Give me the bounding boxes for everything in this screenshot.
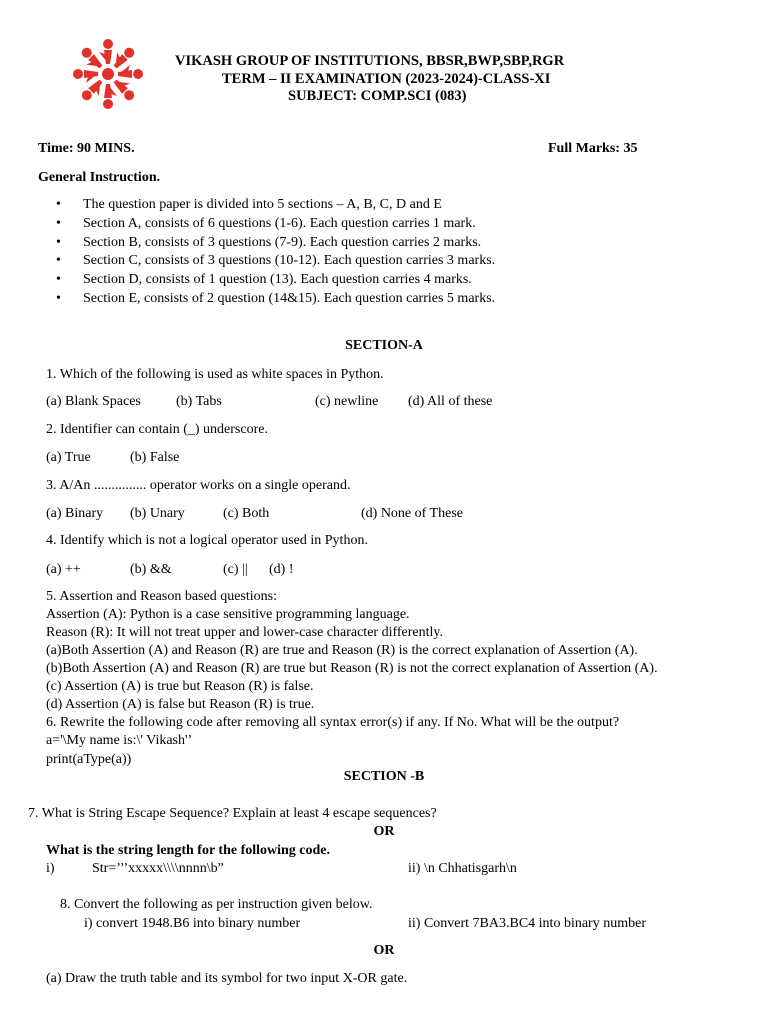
q7-or: OR — [373, 824, 395, 839]
q8-part-i: i) convert 1948.B6 into binary number — [84, 916, 301, 931]
q7-alternative: What is the string length for the following code. — [46, 843, 331, 858]
q3-option-c: (c) Both — [223, 506, 270, 521]
q5-option-c: (c) Assertion (A) is true but Reason (R) is false. — [46, 679, 314, 694]
q1-option-d: (d) All of these — [408, 394, 493, 409]
question-6: 6. Rewrite the following code after removing all syntax error(s) if any. If No. What will be the output? — [46, 715, 620, 730]
q4-option-b: (b) && — [130, 562, 172, 577]
question-8: 8. Convert the following as per instruction given below. — [60, 897, 373, 912]
section-b-title: SECTION -B — [343, 769, 425, 784]
q4-option-d: (d) ! — [269, 562, 294, 577]
question-1: 1. Which of the following is used as white spaces in Python. — [46, 367, 384, 382]
q8-alternative: (a) Draw the truth table and its symbol for two input X-OR gate. — [46, 971, 408, 986]
q7-part-i-label: i) — [46, 861, 55, 876]
full-marks-label: Full Marks: 35 — [548, 141, 638, 156]
question-2: 2. Identifier can contain (_) underscore. — [46, 422, 268, 437]
q5-option-b: (b)Both Assertion (A) and Reason (R) are true but Reason (R) is not the correct explanation of Assertion (A). — [46, 661, 658, 676]
time-label: Time: 90 MINS. — [38, 141, 135, 156]
q3-option-a: (a) Binary — [46, 506, 104, 521]
q3-option-b: (b) Unary — [130, 506, 185, 521]
instruction-item: • The question paper is divided into 5 sections – A, B, C, D and E — [36, 196, 495, 215]
q8-part-ii: ii) Convert 7BA3.BC4 into binary number — [408, 916, 646, 931]
q5-assertion: Assertion (A): Python is a case sensitive programming language. — [46, 607, 410, 622]
q4-option-c: (c) || — [223, 562, 248, 577]
q6-code-line-1: a='\My name is:\' Vikash'’ — [46, 733, 193, 748]
instruction-item: • Section D, consists of 1 question (13). Each question carries 4 marks. — [36, 271, 495, 290]
q5-option-a: (a)Both Assertion (A) and Reason (R) are true and Reason (R) is the correct explanation of Assertion (A). — [46, 643, 638, 658]
q5-option-d: (d) Assertion (A) is false but Reason (R) is true. — [46, 697, 315, 712]
institution-logo — [70, 36, 146, 112]
question-7: 7. What is String Escape Sequence? Explain at least 4 escape sequences? — [28, 806, 437, 821]
instructions-title: General Instruction. — [38, 170, 161, 185]
q8-or: OR — [373, 943, 395, 958]
q1-option-a: (a) Blank Spaces — [46, 394, 141, 409]
subject-title: SUBJECT: COMP.SCI (083) — [288, 88, 467, 104]
q1-option-c: (c) newline — [315, 394, 379, 409]
question-3: 3. A/An ............... operator works on a single operand. — [46, 478, 351, 493]
instructions-list — [36, 196, 495, 309]
section-a-title: SECTION-A — [345, 338, 423, 353]
q4-option-a: (a) ++ — [46, 562, 81, 577]
q5-reason: Reason (R): It will not treat upper and lower-case character differently. — [46, 625, 443, 640]
instruction-item: • Section C, consists of 3 questions (10-12). Each question carries 3 marks. — [36, 252, 495, 271]
q7-part-i-code: Str=’’’xxxxx\\\\nnnn\b” — [92, 861, 224, 876]
q2-option-b: (b) False — [130, 450, 180, 465]
exam-title: TERM – II EXAMINATION (2023-2024)-CLASS-XI — [222, 71, 551, 87]
q2-option-a: (a) True — [46, 450, 91, 465]
q7-part-ii-code: ii) \n Chhatisgarh\n — [408, 861, 517, 876]
q3-option-d: (d) None of These — [361, 506, 463, 521]
question-4: 4. Identify which is not a logical operator used in Python. — [46, 533, 368, 548]
q6-code-line-2: print(aType(a)) — [46, 752, 132, 767]
instruction-item: • Section E, consists of 2 question (14&15). Each question carries 5 marks. — [36, 290, 495, 309]
question-5: 5. Assertion and Reason based questions: — [46, 589, 277, 604]
q1-option-b: (b) Tabs — [176, 394, 222, 409]
instruction-item: • Section B, consists of 3 questions (7-9). Each question carries 2 marks. — [36, 234, 495, 253]
instruction-item: • Section A, consists of 6 questions (1-6). Each question carries 1 mark. — [36, 215, 495, 234]
institution-name: VIKASH GROUP OF INSTITUTIONS, BBSR,BWP,SBP,RGR — [175, 53, 565, 69]
